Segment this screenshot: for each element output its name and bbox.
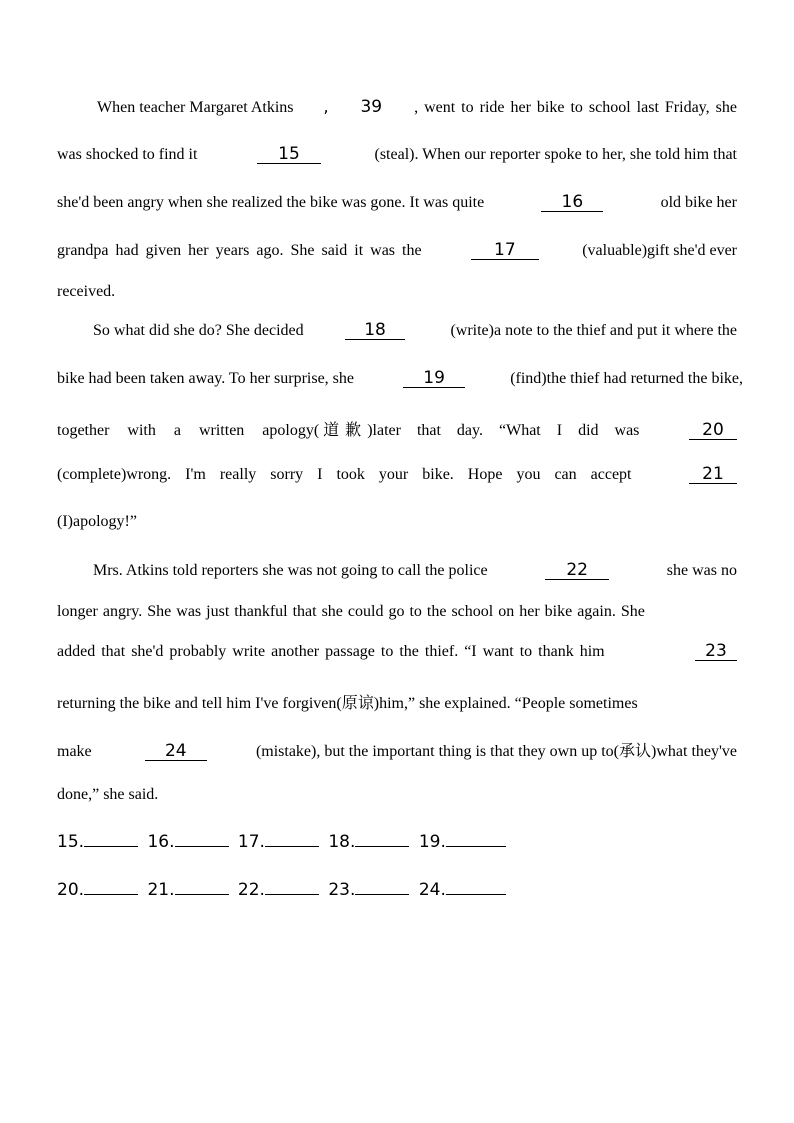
p2-line1: So what did she do? She decided 18 (write)a note to the thief and put it where the: [93, 320, 737, 340]
answer-slot-24[interactable]: 24.: [419, 880, 506, 900]
answer-slot-17[interactable]: 17.: [238, 832, 319, 852]
p1-line2: was shocked to find it 15 (steal). When our reporter spoke to her, she told him that: [57, 144, 737, 164]
p1-line4: grandpa had given her years ago. She said it was the 17 (valuable)gift she'd ever: [57, 240, 737, 260]
answer-slot-18[interactable]: 18.: [328, 832, 409, 852]
blank-21[interactable]: 21: [689, 465, 737, 484]
blank-22[interactable]: 22: [545, 561, 609, 580]
answer-slot-19[interactable]: 19.: [419, 832, 506, 852]
p3-line6: done,” she said.: [57, 786, 159, 803]
blank-15[interactable]: 15: [257, 145, 321, 164]
p3-line3: added that she'd probably write another passage to the thief. “I want to thank him 23: [57, 642, 737, 661]
p2-line2: bike had been taken away. To her surprise, she 19 (find)the thief had returned the bike,: [57, 368, 743, 388]
answer-slot-16[interactable]: 16.: [147, 832, 228, 852]
answer-slot-20[interactable]: 20.: [57, 880, 138, 900]
answer-row-2: [57, 880, 510, 900]
p1-line5: received.: [57, 283, 116, 300]
p2-line5: (I)apology!”: [57, 513, 137, 530]
p1-line1: When teacher Margaret Atkins , 39 , went to ride her bike to school last Friday, she: [97, 97, 737, 117]
answer-slot-21[interactable]: 21.: [147, 880, 228, 900]
p3-line5: make 24 (mistake), but the important thing is that they own up to(承认)what they've: [57, 741, 737, 761]
p3-line2: longer angry. She was just thankful that she could go to the school on her bike again. She: [57, 603, 645, 620]
blank-16[interactable]: 16: [541, 193, 603, 212]
p1-line3: she'd been angry when she realized the bike was gone. It was quite 16 old bike her: [57, 192, 737, 212]
blank-19[interactable]: 19: [403, 369, 465, 388]
p3-line1: Mrs. Atkins told reporters she was not going to call the police 22 she was no: [93, 560, 737, 580]
answer-slot-22[interactable]: 22.: [238, 880, 319, 900]
blank-24[interactable]: 24: [145, 742, 207, 761]
p2-line4: (complete)wrong. I'm really sorry I took your bike. Hope you can accept 21: [57, 465, 737, 484]
blank-23[interactable]: 23: [695, 642, 737, 661]
blank-17[interactable]: 17: [471, 241, 539, 260]
p3-line4: returning the bike and tell him I've forgiven(原谅)him,” she explained. “People sometimes: [57, 693, 638, 712]
answer-row-1: [57, 832, 510, 852]
answer-slot-15[interactable]: 15.: [57, 832, 138, 852]
blank-20[interactable]: 20: [689, 421, 737, 440]
blank-18[interactable]: 18: [345, 321, 405, 340]
p2-line3: together with a written apology( 道歉)later that day. “What I did was 20: [57, 417, 737, 440]
answer-slot-23[interactable]: 23.: [328, 880, 409, 900]
